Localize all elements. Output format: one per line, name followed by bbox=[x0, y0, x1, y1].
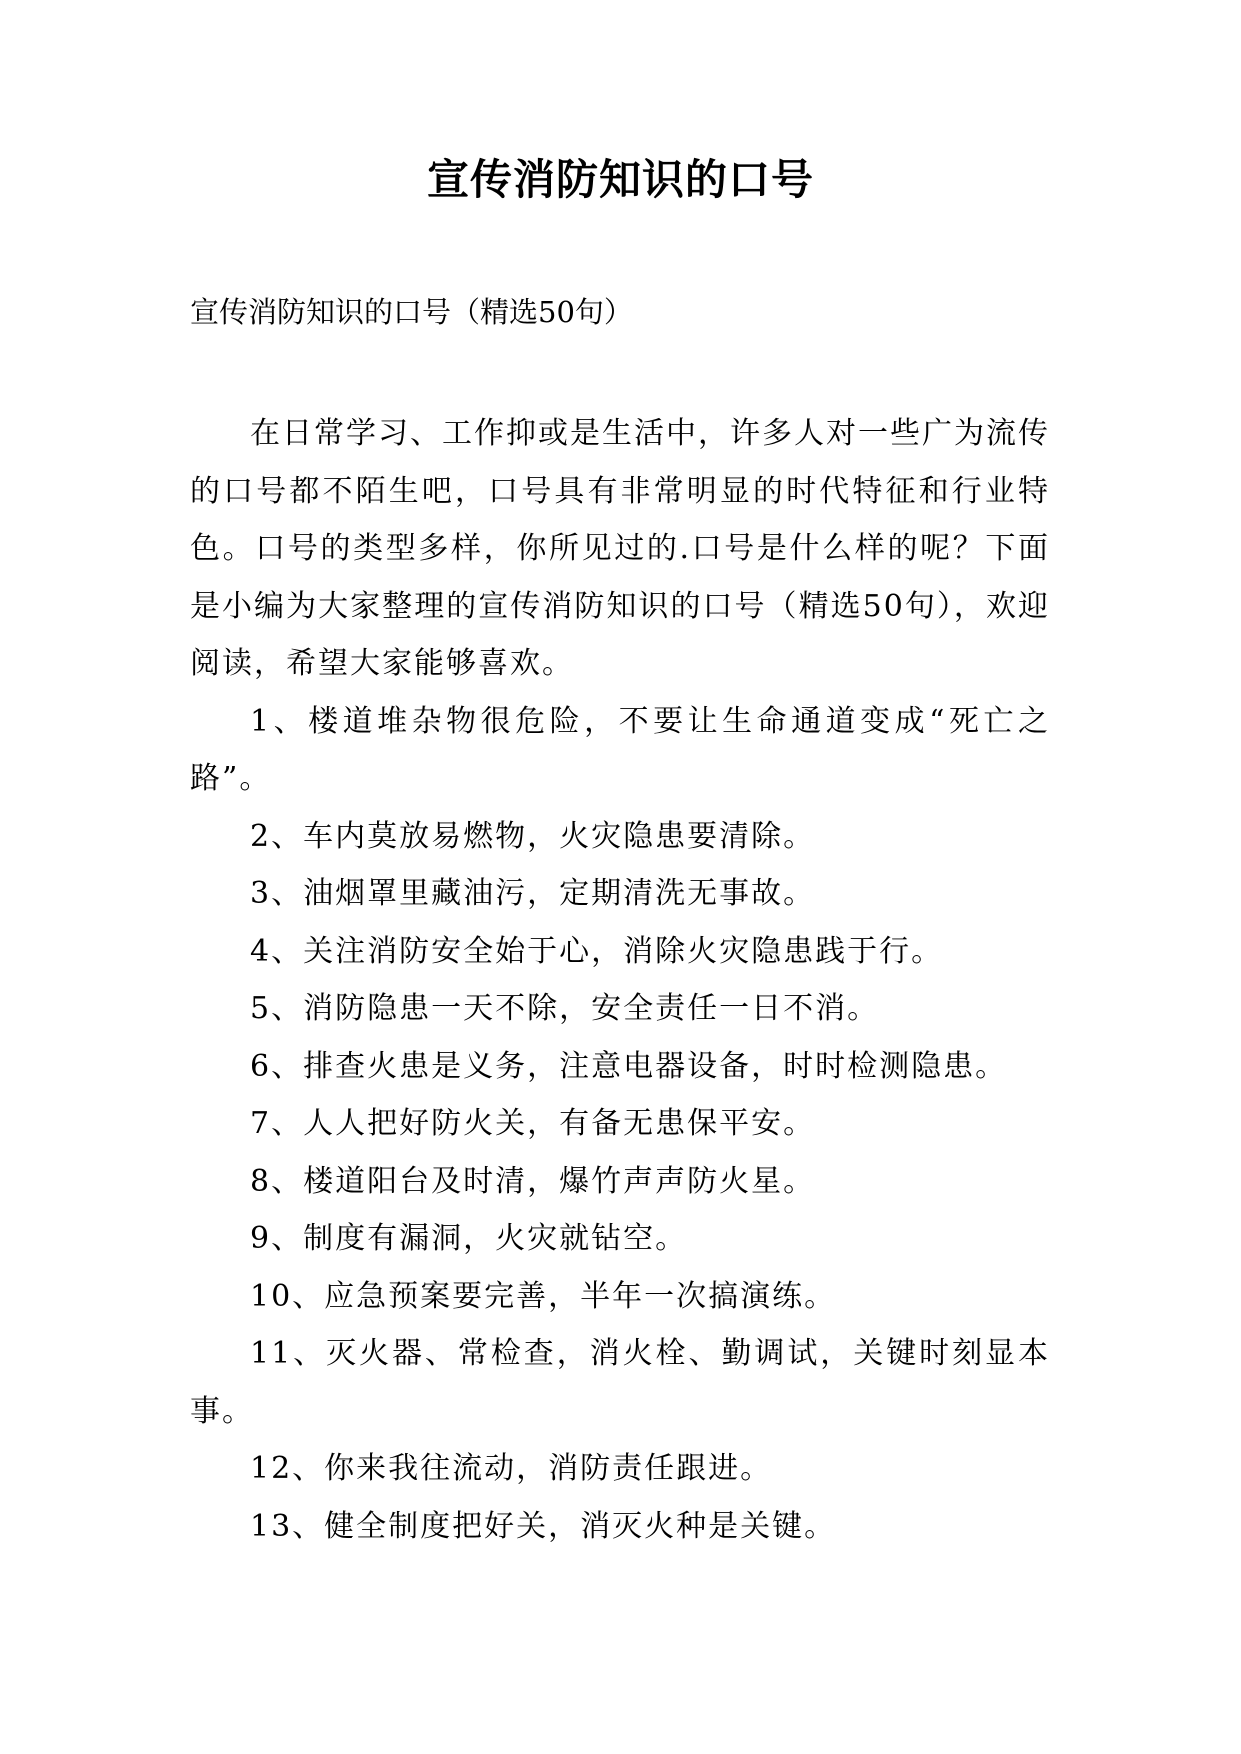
document-title: 宣传消防知识的口号 bbox=[426, 155, 814, 204]
slogan-item: 11、灭火器、常检查，消火栓、勤调试，关键时刻显本事。 bbox=[190, 1336, 1050, 1429]
slogan-item: 4、关注消防安全始于心，消除火灾隐患践于行。 bbox=[250, 933, 944, 969]
slogan-item: 5、消防隐患一天不除，安全责任一日不消。 bbox=[250, 991, 880, 1026]
slogan-item: 2、车内莫放易燃物，火灾隐患要清除。 bbox=[250, 818, 816, 854]
intro-paragraph: 在日常学习、工作抑或是生活中，许多人对一些广为流传的口号都不陌生吧，口号具有非常明显的时代特征和行业特色。口号的类型多样，你所见过的.口号是什么样的呢？下面是小编为大家整理的宣传消防知识的口号（精选50句），欢迎阅读，希望大家能够喜欢。 bbox=[190, 416, 1050, 681]
slogan-item: 7、人人把好防火关，有备无患保平安。 bbox=[250, 1106, 816, 1141]
slogan-item: 13、健全制度把好关，消灭火种是关键。 bbox=[250, 1508, 837, 1544]
slogan-item: 1、楼道堆杂物很危险，不要让生命通道变成“死亡之路”。 bbox=[190, 703, 1050, 796]
document-body bbox=[190, 405, 1050, 1555]
slogan-item: 3、油烟罩里藏油污，定期清洗无事故。 bbox=[250, 876, 816, 911]
slogan-item: 10、应急预案要完善，半年一次搞演练。 bbox=[250, 1278, 837, 1314]
slogan-item: 6、排查火患是义务，注意电器设备，时时检测隐患。 bbox=[250, 1048, 1008, 1084]
slogan-item: 9、制度有漏洞，火灾就钻空。 bbox=[250, 1221, 688, 1256]
slogan-item: 8、楼道阳台及时清，爆竹声声防火星。 bbox=[250, 1163, 816, 1199]
slogan-item: 12、你来我往流动，消防责任跟进。 bbox=[250, 1451, 773, 1486]
document-subtitle: 宣传消防知识的口号（精选50句） bbox=[190, 295, 633, 329]
